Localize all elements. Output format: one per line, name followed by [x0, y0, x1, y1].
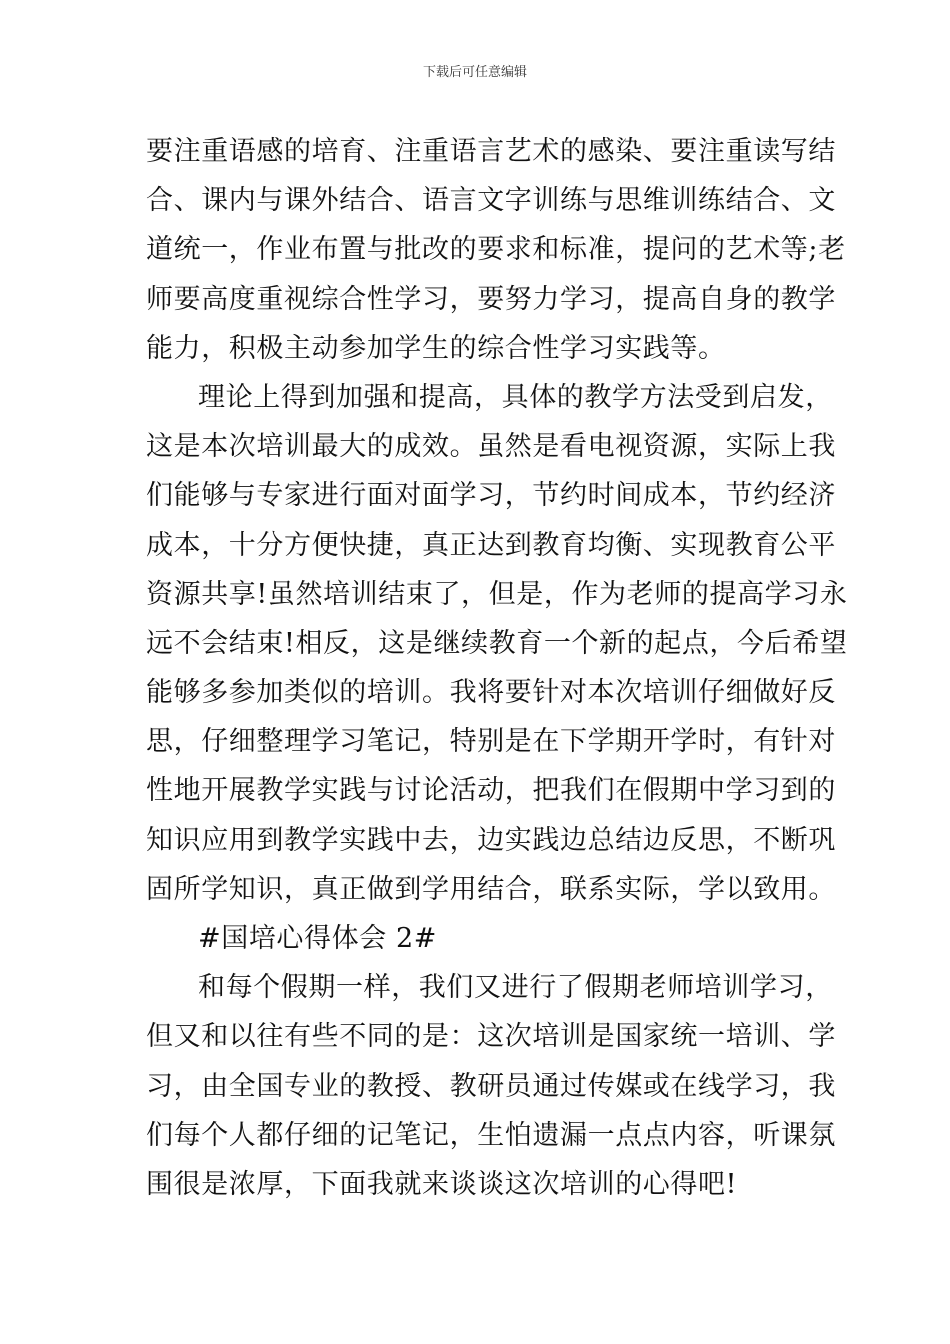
body-text — [146, 127, 848, 1209]
text-line: 思，仔细整理学习笔记，特别是在下学期开学时，有针对 — [146, 726, 836, 758]
text-line: 成本，十分方便快捷，真正达到教育均衡、实现教育公平 — [146, 529, 836, 561]
section-heading: #国培心得体会 2# — [198, 923, 438, 954]
text-line: 固所学知识，真正做到学用结合，联系实际，学以致用。 — [146, 873, 836, 905]
page-header: 下载后可任意编辑 — [422, 65, 527, 80]
text-line: 性地开展教学实践与讨论活动，把我们在假期中学习到的 — [146, 775, 836, 807]
text-line: 远不会结束!相反，这是继续教育一个新的起点，今后希望 — [146, 627, 848, 659]
paragraph-start-line: 理论上得到加强和提高，具体的教学方法受到启发， — [198, 381, 833, 413]
text-line: 资源共享!虽然培训结束了，但是，作为老师的提高学习永 — [146, 578, 848, 610]
text-line: 习，由全国专业的教授、教研员通过传媒或在线学习，我 — [146, 1070, 836, 1102]
text-line: 能够多参加类似的培训。我将要针对本次培训仔细做好反 — [146, 677, 836, 709]
text-line: 们能够与专家进行面对面学习，节约时间成本，节约经济 — [146, 480, 836, 512]
paragraph-start-line: 和每个假期一样，我们又进行了假期老师培训学习， — [198, 972, 833, 1004]
text-line: 这是本次培训最大的成效。虽然是看电视资源，实际上我 — [146, 431, 836, 463]
text-line: 要注重语感的培育、注重语言艺术的感染、要注重读写结 — [146, 136, 836, 167]
text-line: 合、课内与课外结合、语言文字训练与思维训练结合、文 — [146, 185, 836, 217]
text-line: 师要高度重视综合性学习，要努力学习，提高自身的教学 — [146, 283, 836, 315]
text-line: 能力，积极主动参加学生的综合性学习实践等。 — [146, 332, 726, 364]
text-line: 围很是浓厚，下面我就来谈谈这次培训的心得吧! — [146, 1168, 738, 1200]
text-line: 知识应用到教学实践中去，边实践边总结边反思，不断巩 — [146, 824, 836, 856]
text-line: 道统一，作业布置与批改的要求和标准，提问的艺术等;老 — [146, 234, 846, 266]
text-line: 但又和以往有些不同的是：这次培训是国家统一培训、学 — [146, 1021, 836, 1053]
text-line: 们每个人都仔细的记笔记，生怕遗漏一点点内容，听课氛 — [146, 1119, 836, 1151]
